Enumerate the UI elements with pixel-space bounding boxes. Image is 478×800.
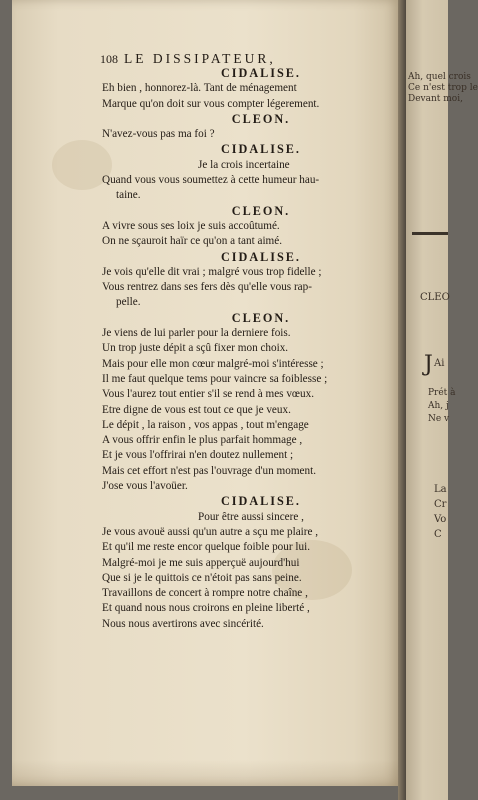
facing-drop-cap: J [424,352,433,377]
verse-line: Travaillons de concert à rompre notre chaîne , [102,587,308,600]
play-text [102,66,402,632]
running-title: LE DISSIPATEUR, [124,51,276,66]
facing-text-fragment: Ah, j [428,401,449,411]
facing-text-fragment: Ce n'est trop le [408,83,478,93]
verse-line: Et quand nous nous croirons en pleine liberté , [102,602,310,615]
page-number: 108 [100,52,118,66]
verse-line: Malgré-moi je me suis apperçuë aujourd'hui [102,556,300,569]
verse-line: On ne sçauroit haïr ce qu'on a tant aimé. [102,235,283,248]
facing-text-fragment: Vo [434,514,447,525]
speaker-name: CLEON. [231,310,291,325]
verse-line: A vivre sous ses loix je suis accoûtumé. [102,219,280,232]
verse-line: Que si je le quittois ce n'étoit pas sans peine. [102,571,302,584]
facing-page [406,0,448,800]
verse-line: Pour être aussi sincere , [198,510,304,523]
facing-text-fragment: C [434,529,442,540]
facing-text-fragment: Devant moi, [408,94,463,104]
verse-line: Je vous avouë aussi qu'un autre a sçu me plaire , [102,525,319,538]
verse-line: Quand vous vous soumettez à cette humeur hau- [102,174,320,187]
facing-text-fragment: Prét à [428,388,456,398]
verse-line: Etre digne de vous est tout ce que je veux. [102,403,291,416]
facing-text-fragment: Ai [434,358,445,369]
verse-line: Vous l'aurez tout entier s'il se rend à mes vœux. [102,388,314,401]
verse-line: Et je vous l'offrirai n'en doutez nullement ; [102,449,294,462]
verse-line: Je viens de lui parler pour la derniere fois. [102,327,291,340]
running-header [100,51,396,67]
page-shadow [12,760,400,786]
speaker-name: CIDALISE. [221,66,301,80]
verse-line: Vous rentrez dans ses fers dès qu'elle vous rap- [102,281,312,294]
facing-text-fragment: Ah, quel crois [408,72,471,82]
verse-line: Et qu'il me reste encor quelque foible pour lui. [102,541,310,554]
verse-line: Mais pour elle mon cœur malgré-moi s'intéresse ; [102,357,324,370]
verse-line: N'avez-vous pas ma foi ? [102,128,215,141]
facing-text-fragment: CLEO [420,292,450,303]
speaker-name: CIDALISE. [221,142,301,157]
verse-line: Le dépit , la raison , vos appas , tout m'engage [102,418,309,431]
facing-text-fragment: Cr [434,499,447,510]
verse-line: Je vois qu'elle dit vrai ; malgré vous trop fidelle ; [102,265,322,278]
verse-line: Il me faut quelque tems pour vaincre sa foiblesse ; [102,372,328,385]
speaker-name: CLEON. [231,203,291,218]
facing-text-fragment: La [434,484,447,495]
verse-line: Mais cet effort n'est pas l'ouvrage d'un moment. [102,464,316,477]
speaker-name: CLEON. [231,111,291,126]
verse-line: pelle. [116,296,141,309]
speaker-name: CIDALISE. [221,494,301,509]
facing-text-fragment: Ne v [428,414,450,424]
verse-line: Eh bien , honnorez-là. Tant de ménagement [102,82,297,95]
verse-line: Je la crois incertaine [198,158,290,171]
verse-line: taine. [116,189,141,202]
verse-line: Nous nous avertirons avec sincérité. [102,617,264,630]
facing-page-rule [412,232,448,235]
verse-line: Marque qu'on doit sur vous compter légerement. [102,97,320,110]
verse-line: Un trop juste dépit a sçû fixer mon choix. [102,342,289,355]
verse-line: J'ose vous l'avoüer. [102,480,188,493]
verse-line: A vous offrir enfin le plus parfait hommage , [102,434,303,447]
speaker-name: CIDALISE. [221,249,301,264]
